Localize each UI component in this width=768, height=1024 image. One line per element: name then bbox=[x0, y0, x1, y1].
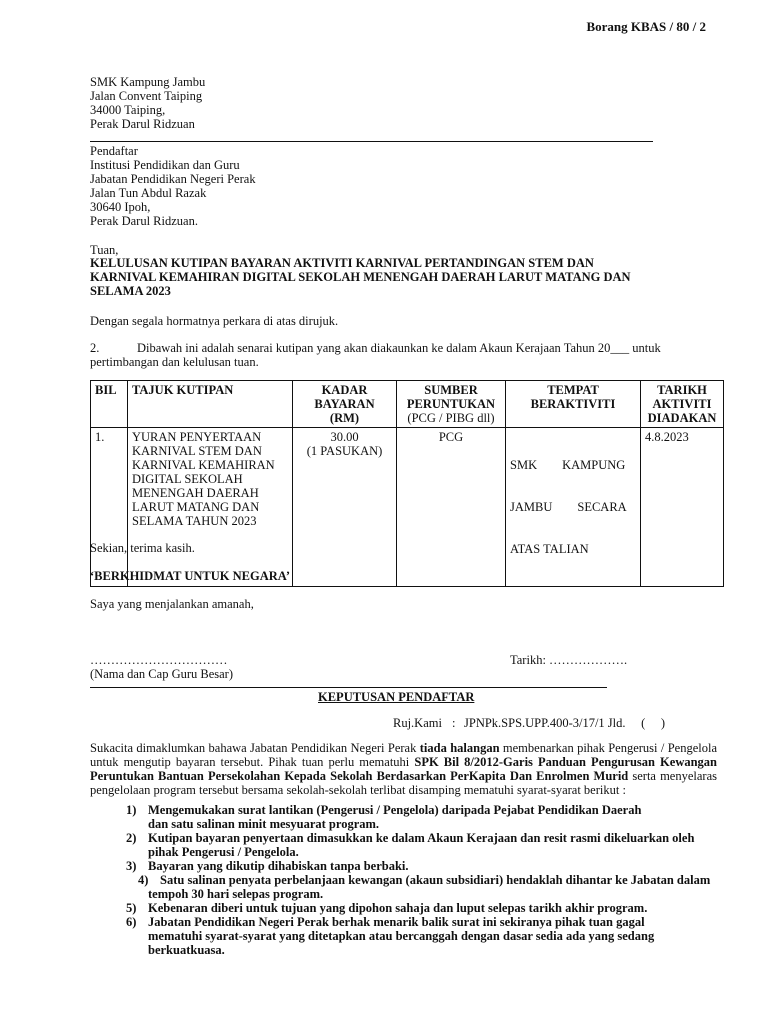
decision-title: KEPUTUSAN PENDAFTAR bbox=[318, 690, 475, 704]
decision-paragraph bbox=[90, 741, 717, 797]
header-tempat bbox=[506, 381, 641, 428]
sender-line: 34000 Taiping, bbox=[90, 103, 166, 117]
cell-kadar-line: 30.00 bbox=[330, 430, 359, 444]
cell-tajuk-line: MENENGAH DAERAH bbox=[132, 486, 259, 500]
trust-line: Saya yang menjalankan amanah, bbox=[90, 597, 254, 611]
paragraph-2-line: pertimbangan dan kelulusan tuan. bbox=[90, 355, 259, 369]
header-sumber bbox=[397, 381, 506, 428]
header-tempat-line: TEMPAT bbox=[547, 383, 599, 397]
subject-line: KELULUSAN KUTIPAN BAYARAN AKTIVITI KARNIVAL PERTANDINGAN STEM DAN bbox=[90, 256, 594, 270]
header-kadar bbox=[293, 381, 397, 428]
condition-text: Mengemukakan surat lantikan (Pengerusi / Pengelola) daripada Pejabat Pendidikan Daerah bbox=[148, 803, 642, 817]
divider bbox=[90, 141, 653, 142]
recipient-line: Perak Darul Ridzuan. bbox=[90, 214, 198, 228]
cell-tajuk-line: SELAMA TAHUN 2023 bbox=[132, 514, 257, 528]
condition-number: 4) bbox=[138, 873, 149, 887]
recipient-line: Jabatan Pendidikan Negeri Perak bbox=[90, 172, 256, 186]
paragraph-2-line: Dibawah ini adalah senarai kutipan yang akan diakaunkan ke dalam Akaun Kerajaan Tahun 20___ untuk bbox=[137, 341, 661, 355]
cell-tajuk-line: KARNIVAL STEM DAN bbox=[132, 444, 262, 458]
condition-text: Kutipan bayaran penyertaan dimasukkan ke dalam Akaun Kerajaan dan resit rasmi dikeluarkan oleh bbox=[148, 831, 695, 845]
header-tarikh bbox=[641, 381, 724, 428]
recipient-line: Jalan Tun Abdul Razak bbox=[90, 186, 207, 200]
condition-number: 2) bbox=[126, 831, 137, 845]
cell-tempat bbox=[506, 428, 641, 587]
header-sumber-line: SUMBER bbox=[424, 383, 478, 397]
condition-text: Satu salinan penyata perbelanjaan kewangan (akaun subsidiari) hendaklah dihantar ke Jabatan dalam bbox=[160, 873, 711, 887]
signature-dots: …………………………… bbox=[90, 653, 228, 667]
condition-number: 3) bbox=[126, 859, 137, 873]
reference-value: JPNPk.SPS.UPP.400-3/17/1 Jld. ( ) bbox=[464, 716, 666, 730]
cell-tajuk-line: KARNIVAL KEMAHIRAN bbox=[132, 458, 275, 472]
header-kadar-line: (RM) bbox=[329, 411, 360, 425]
signature-caption: (Nama dan Cap Guru Besar) bbox=[90, 667, 234, 681]
header-tempat-line: BERAKTIVITI bbox=[530, 397, 616, 411]
recipient-line: Pendaftar bbox=[90, 144, 138, 158]
condition-text: Jabatan Pendidikan Negeri Perak berhak menarik balik surat ini sekiranya pihak tuan gagal bbox=[148, 915, 645, 929]
cell-tempat-line: SMK KAMPUNG bbox=[510, 458, 626, 472]
header-kadar-line: KADAR bbox=[321, 383, 368, 397]
decision-text: membenarkan pihak Pengerusi / Pengelola untuk mengutip bayaran tersebut. Pihak tuan perlu mematuhi bbox=[90, 741, 718, 769]
condition-text: Kebenaran diberi untuk tujuan yang dipohon sahaja dan luput selepas tarikh akhir program. bbox=[148, 901, 648, 915]
decision-text-bold: tiada halangan bbox=[419, 741, 500, 755]
reference-colon: : bbox=[452, 716, 456, 730]
paragraph-2-number: 2. bbox=[90, 341, 100, 355]
condition-text: mematuhi syarat-syarat yang ditetapkan atau bercanggah dengan dasar sedia ada yang sedang bbox=[148, 929, 655, 943]
sender-address bbox=[90, 75, 205, 131]
subject-line: KARNIVAL KEMAHIRAN DIGITAL SEKOLAH MENENGAH DAERAH LARUT MATANG DAN bbox=[90, 270, 631, 284]
recipient-line: Institusi Pendidikan dan Guru bbox=[90, 158, 240, 172]
header-tajuk: TAJUK KUTIPAN bbox=[128, 381, 293, 428]
header-bil: BIL bbox=[91, 381, 128, 428]
cell-bil: 1. bbox=[91, 428, 128, 587]
condition-number: 5) bbox=[126, 901, 137, 915]
condition-text: tempoh 30 hari selepas program. bbox=[148, 887, 324, 901]
paragraph-1: Dengan segala hormatnya perkara di atas dirujuk. bbox=[90, 314, 339, 328]
divider bbox=[90, 687, 607, 688]
header-tarikh-line: AKTIVITI bbox=[652, 397, 712, 411]
condition-text: dan satu salinan minit mesyuarat program. bbox=[148, 817, 380, 831]
cell-tempat-line: ATAS TALIAN bbox=[510, 542, 589, 556]
form-code: Borang KBAS / 80 / 2 bbox=[586, 19, 706, 34]
decision-text: serta menyelaras pengelolaan program tersebut bersama sekolah-sekolah terlibat disamping mematuhi syarat-syarat berikut : bbox=[90, 769, 717, 797]
header-tarikh-line: DIADAKAN bbox=[647, 411, 717, 425]
header-sumber-line: PERUNTUKAN bbox=[406, 397, 496, 411]
closing: Sekian, terima kasih. bbox=[90, 541, 195, 555]
condition-text: Bayaran yang dikutip dihabiskan tanpa berbaki. bbox=[148, 859, 409, 873]
recipient-line: 30640 Ipoh, bbox=[90, 200, 151, 214]
cell-sumber: PCG bbox=[397, 428, 506, 587]
cell-kadar-line: (1 PASUKAN) bbox=[306, 444, 383, 458]
decision-text: Sukacita dimaklumkan bahawa Jabatan Pendidikan Negeri Perak bbox=[90, 741, 420, 755]
condition-text: berkuatkuasa. bbox=[148, 943, 225, 957]
header-kadar-line: BAYARAN bbox=[314, 397, 375, 411]
subject-line: SELAMA 2023 bbox=[90, 284, 171, 298]
sender-line: Jalan Convent Taiping bbox=[90, 89, 203, 103]
cell-tajuk-line: DIGITAL SEKOLAH bbox=[132, 472, 243, 486]
table-row bbox=[91, 428, 724, 587]
collection-table bbox=[90, 380, 724, 587]
header-tarikh-line: TARIKH bbox=[657, 383, 707, 397]
condition-number: 1) bbox=[126, 803, 137, 817]
header-sumber-note: (PCG / PIBG dll) bbox=[407, 411, 495, 425]
condition-number: 6) bbox=[126, 915, 137, 929]
cell-tempat-line: JAMBU SECARA bbox=[510, 500, 627, 514]
cell-tajuk-line: LARUT MATANG DAN bbox=[132, 500, 260, 514]
sender-line: Perak Darul Ridzuan bbox=[90, 117, 195, 131]
motto: ‘BERKHIDMAT UNTUK NEGARA’ bbox=[90, 569, 291, 583]
cell-tarikh: 4.8.2023 bbox=[641, 428, 724, 587]
recipient-address bbox=[90, 144, 256, 228]
cell-kadar bbox=[293, 428, 397, 587]
sender-line: SMK Kampung Jambu bbox=[90, 75, 206, 89]
decision-text-bold: SPK Bil 8/2012-Garis Panduan Pengurusan Kewangan Peruntukan Bantuan Persekolahan Kepada Sekolah Berdasarkan PerKapita Dan Enrolmen Murid bbox=[90, 755, 718, 783]
cell-tajuk bbox=[128, 428, 293, 587]
cell-tajuk-line: YURAN PENYERTAAN bbox=[132, 430, 262, 444]
reference-label: Ruj.Kami bbox=[393, 716, 442, 730]
salutation: Tuan, bbox=[90, 243, 119, 257]
table-header-row bbox=[91, 381, 724, 428]
date-label: Tarikh: ………………. bbox=[510, 653, 628, 667]
subject bbox=[90, 256, 631, 298]
condition-text: pihak Pengerusi / Pengelola. bbox=[148, 845, 299, 859]
